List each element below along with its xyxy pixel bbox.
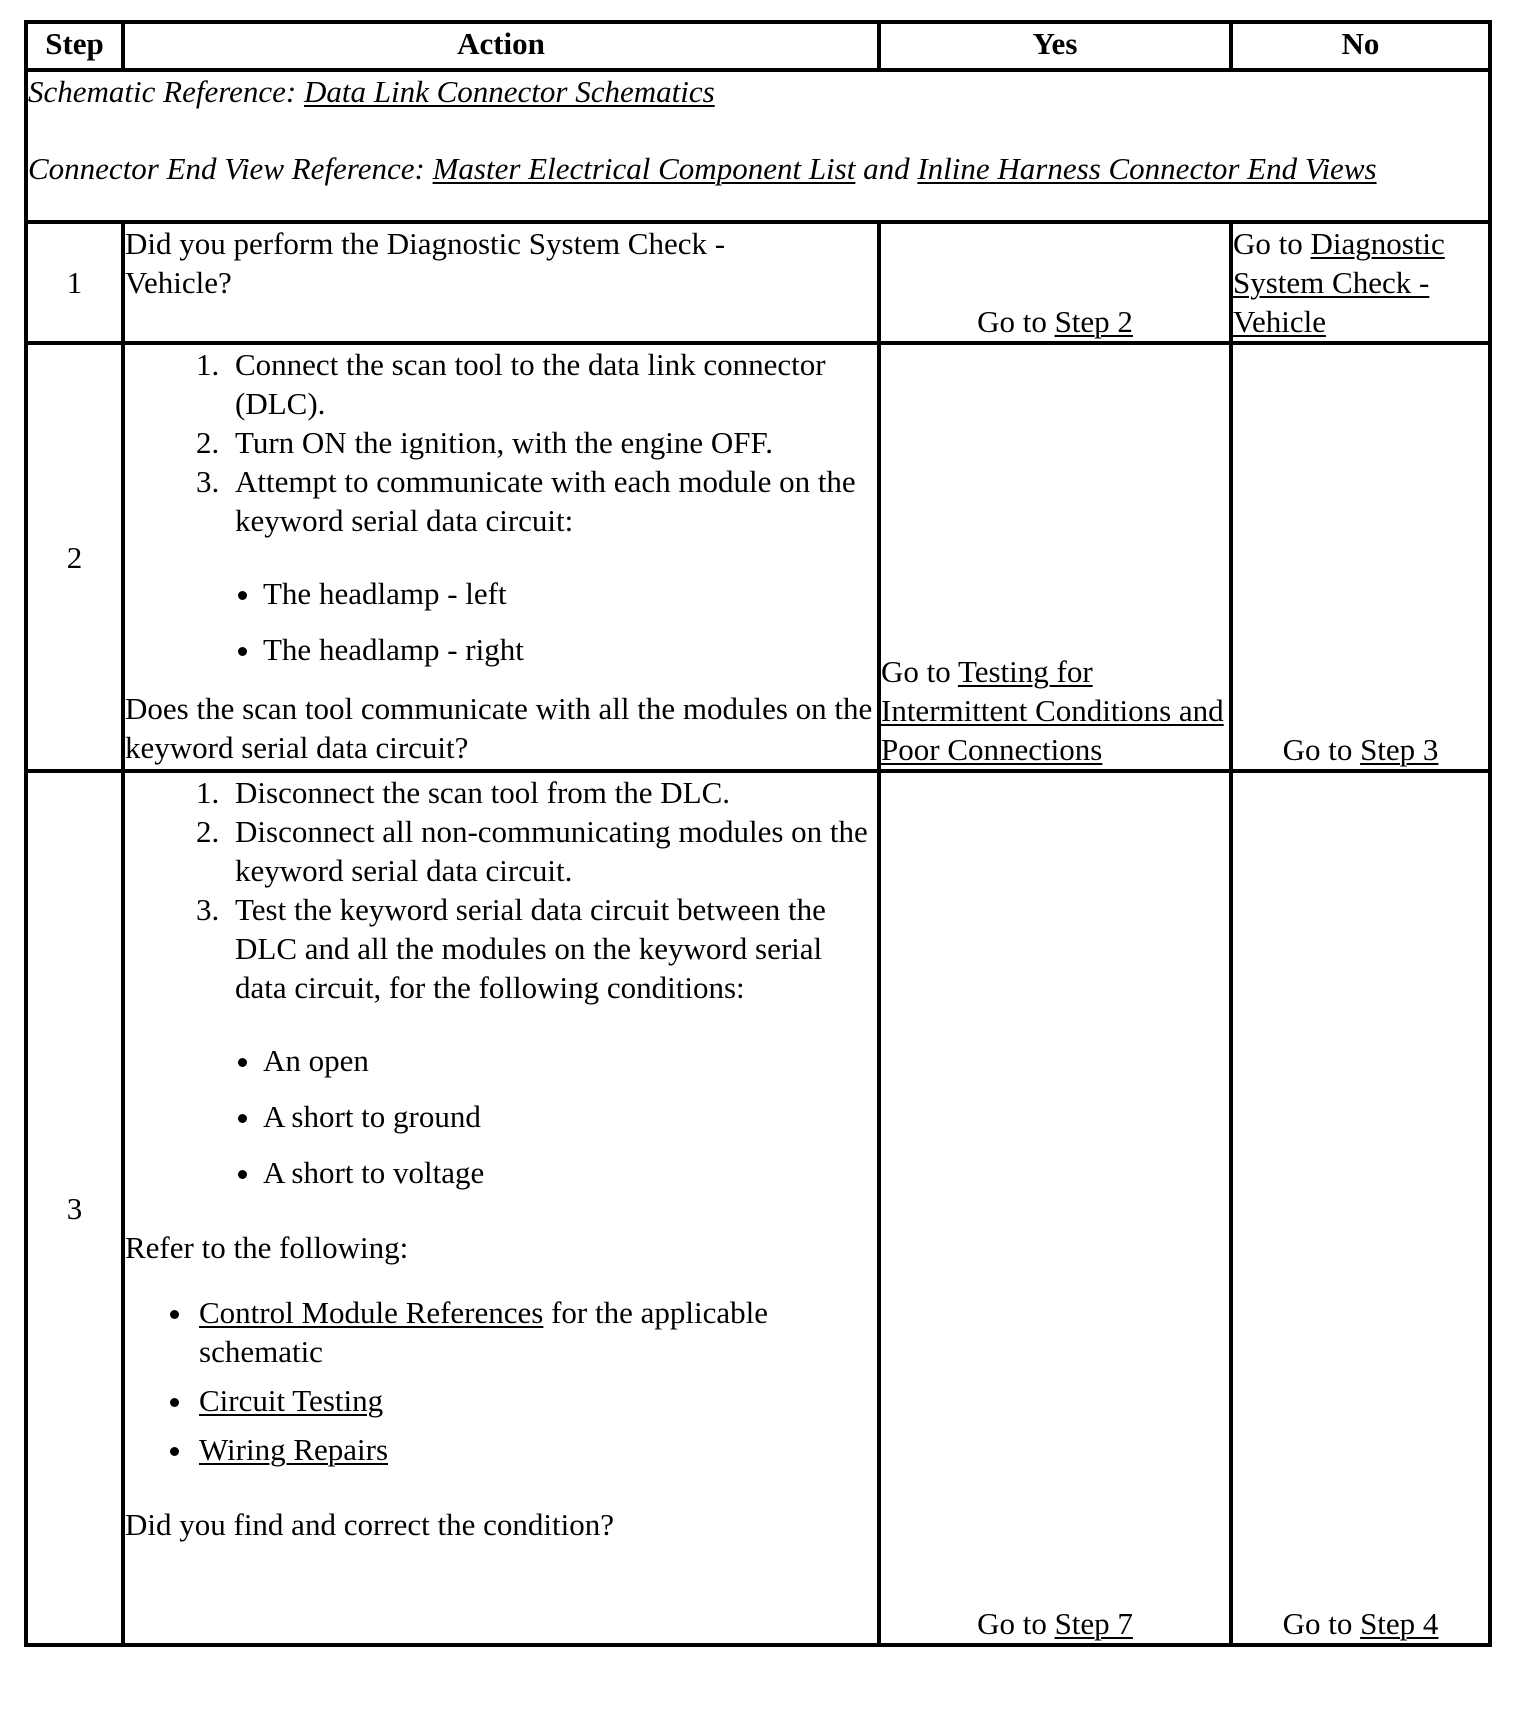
reference-cell bbox=[26, 70, 1490, 222]
connector-reference-and: and bbox=[855, 151, 918, 186]
refer-text: Refer to the following: bbox=[125, 1230, 409, 1265]
condition-item: • A short to voltage bbox=[263, 1153, 877, 1192]
procedure-step: 2. Turn ON the ignition, with the engine OFF. bbox=[227, 423, 877, 462]
module-item: • The headlamp - left bbox=[263, 574, 877, 613]
diagnostic-system-check-link[interactable]: Diagnostic System Check - Vehicle bbox=[1233, 226, 1445, 339]
schematic-reference-label: Schematic Reference: bbox=[28, 74, 304, 109]
header-no: No bbox=[1231, 22, 1490, 70]
step-question: Does the scan tool communicate with all the modules on the keyword serial data circuit? bbox=[125, 691, 873, 765]
testing-intermittent-link[interactable]: Testing for Intermittent Conditions and Poor Connections bbox=[881, 654, 1224, 767]
procedure-step: 3. Test the keyword serial data circuit between the DLC and all the modules on the keyword serial data circuit, for the following conditions: bbox=[227, 890, 877, 1007]
goto-step-2-link[interactable]: Step 2 bbox=[1054, 304, 1133, 339]
header-action: Action bbox=[123, 22, 879, 70]
diagnostic-table bbox=[24, 20, 1492, 1647]
reference-item bbox=[195, 1293, 877, 1371]
procedure-list bbox=[125, 773, 877, 1007]
master-component-list-link[interactable]: Master Electrical Component List bbox=[432, 151, 856, 186]
module-item: • The headlamp - right bbox=[263, 630, 877, 669]
procedure-list bbox=[125, 345, 877, 540]
procedure-step: 1. Disconnect the scan tool from the DLC. bbox=[227, 773, 877, 812]
procedure-step: 2. Disconnect all non-communicating modules on the keyword serial data circuit. bbox=[227, 812, 877, 890]
no-prefix: Go to bbox=[1282, 1606, 1361, 1641]
action-cell bbox=[123, 771, 879, 1645]
goto-step-3-link[interactable]: Step 3 bbox=[1360, 732, 1439, 767]
action-cell bbox=[123, 222, 879, 343]
inline-harness-connector-link[interactable]: Inline Harness Connector End Views bbox=[917, 151, 1377, 186]
control-module-references-link[interactable]: Control Module References bbox=[199, 1295, 544, 1330]
step-question: Did you find and correct the condition? bbox=[125, 1507, 614, 1542]
header-step: Step bbox=[26, 22, 123, 70]
reference-suffix: for the applicable schematic bbox=[199, 1295, 769, 1369]
reference-list bbox=[125, 1293, 877, 1469]
step-number: 3 bbox=[26, 771, 123, 1645]
reference-row bbox=[26, 70, 1490, 222]
goto-step-4-link[interactable]: Step 4 bbox=[1360, 1606, 1439, 1641]
reference-item bbox=[195, 1381, 877, 1420]
no-cell bbox=[1231, 343, 1490, 771]
condition-item: • A short to ground bbox=[263, 1097, 877, 1136]
procedure-step: 1. Connect the scan tool to the data link connector (DLC). bbox=[227, 345, 877, 423]
step-number: 2 bbox=[26, 343, 123, 771]
yes-prefix: Go to bbox=[977, 304, 1055, 339]
header-yes: Yes bbox=[879, 22, 1231, 70]
step-number: 1 bbox=[26, 222, 123, 343]
yes-prefix: Go to bbox=[881, 654, 958, 689]
step-row-2 bbox=[26, 343, 1490, 771]
reference-item bbox=[195, 1430, 877, 1469]
schematic-reference-link[interactable]: Data Link Connector Schematics bbox=[303, 74, 715, 109]
no-cell bbox=[1231, 222, 1490, 343]
yes-cell bbox=[879, 771, 1231, 1645]
step-row-3 bbox=[26, 771, 1490, 1645]
yes-prefix: Go to bbox=[977, 1606, 1055, 1641]
yes-cell bbox=[879, 222, 1231, 343]
condition-list bbox=[125, 1041, 877, 1192]
circuit-testing-link[interactable]: Circuit Testing bbox=[199, 1383, 384, 1418]
procedure-step: 3. Attempt to communicate with each module on the keyword serial data circuit: bbox=[227, 462, 877, 540]
wiring-repairs-link[interactable]: Wiring Repairs bbox=[199, 1432, 389, 1467]
step-row-1 bbox=[26, 222, 1490, 343]
action-cell bbox=[123, 343, 879, 771]
yes-cell bbox=[879, 343, 1231, 771]
step-question: Did you perform the Diagnostic System Check - Vehicle? bbox=[125, 226, 726, 300]
connector-reference-label: Connector End View Reference: bbox=[28, 151, 433, 186]
no-prefix: Go to bbox=[1233, 226, 1311, 261]
goto-step-7-link[interactable]: Step 7 bbox=[1054, 1606, 1133, 1641]
condition-item: • An open bbox=[263, 1041, 877, 1080]
header-row bbox=[26, 22, 1490, 70]
no-cell bbox=[1231, 771, 1490, 1645]
module-list bbox=[125, 574, 877, 669]
no-prefix: Go to bbox=[1282, 732, 1361, 767]
